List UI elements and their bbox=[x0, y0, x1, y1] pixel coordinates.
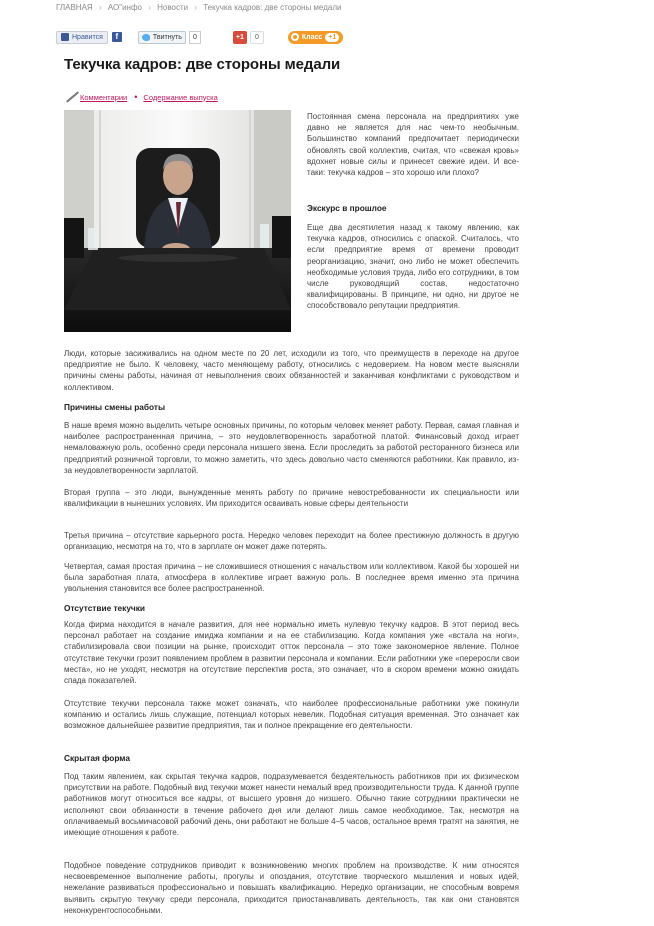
thumbs-up-icon bbox=[61, 33, 69, 41]
breadcrumb bbox=[56, 3, 596, 17]
heading-hidden: Скрытая форма bbox=[64, 753, 130, 763]
heading-reasons: Причины смены работы bbox=[64, 402, 166, 412]
businessman-at-table-illustration bbox=[64, 110, 291, 332]
breadcrumb-home[interactable]: ГЛАВНАЯ bbox=[56, 3, 93, 12]
odnoklassniki-icon bbox=[291, 33, 299, 41]
tweet-button[interactable] bbox=[138, 31, 186, 44]
facebook-like-label: Нравится bbox=[72, 33, 103, 41]
pencil-icon bbox=[64, 91, 78, 103]
facebook-like-button[interactable] bbox=[56, 31, 108, 44]
google-plus-count: 0 bbox=[250, 31, 264, 44]
paragraph-absence-1: Когда фирма находится в начале развития, для нее нормально иметь нулевую текучку кадров. В этот период весь персонал работает на создание имиджа компании и на ее стабилизацию. Когда компания уже «встала на ноги», стабилизировала свои позиции на рынке, происходит отток персонала – это тоже закономерное явление. Полное отсутствие текучки грозит появлением проблем в развитии персонала и компании. Если работники уже «переросли свои места», но не уходят, несмотря на отсутствие перспектив роста, это означает, что в скором времени можно ожидать спада показателей. bbox=[64, 620, 519, 686]
social-share-bar bbox=[56, 29, 343, 45]
breadcrumb-separator: › bbox=[194, 3, 197, 12]
paragraph-hidden-2: Подобное поведение сотрудников приводит к возникновению многих проблем на производстве. К ним относятся несвоевременное выполнение работы, прогулы и опоздания, отсутствие творческого мышления и новых идей, нежелание развиваться профессионально и повышать квалификацию. Нередко организации, не способным вовремя выявить скрытую текучку среди персонала, приходится приостанавливать деятельность, так как они становятся неконкурентоспособными. bbox=[64, 861, 519, 915]
meta-bullet: • bbox=[134, 92, 138, 102]
heading-past: Экскурс в прошлое bbox=[307, 203, 387, 213]
odnoklassniki-count: +1 bbox=[325, 33, 339, 42]
heading-absence: Отсутствие текучки bbox=[64, 603, 146, 613]
issue-contents-link[interactable]: Содержание выпуска bbox=[143, 92, 218, 102]
google-plus-button[interactable] bbox=[233, 31, 264, 44]
comments-link[interactable]: Комментарии bbox=[80, 92, 128, 102]
odnoklassniki-label: Класс bbox=[301, 33, 323, 41]
twitter-bird-icon bbox=[142, 34, 150, 41]
paragraph-past-2: Люди, которые засиживались на одном месте по 20 лет, исходили из того, что преимуществ в переходе на другое предприятие не было. К человеку, часто меняющему работу, относились с недоверием. На новом месте выясняли причины смены работы, начиная от невыполнения своих обязанностей и заканчивая конфликтами с руководством и коллективом. bbox=[64, 349, 519, 392]
paragraph-past-1: Еще два десятилетия назад к такому явлению, как текучка кадров, относились с опаской. Считалось, что если предприятие время от времени проводит реорганизацию, значит, оно либо не может обеспечить необходимые условия труда, либо его сотрудники, в том числе руководящий состав, недостаточно квалифицированы. В принципе, ни одно, ни другое не способствовало репутации предприятия. bbox=[307, 223, 519, 311]
paragraph-reasons-2: Вторая группа – это люди, вынужденные менять работу по причине невостребованности их специальности или квалификации в нынешних условиях. Им приходится осваивать новые сферы деятельности bbox=[64, 488, 519, 509]
page-title: Текучка кадров: две стороны медали bbox=[64, 56, 341, 73]
intro-paragraph: Постоянная смена персонала на предприятиях уже давно не является для нас чем-то необычным. Большинство компаний предпочитает периодически обновлять свой коллектив, считая, что «свежая кровь» вдохнет новые силы и принесет свежие идеи. И все-таки: текучка кадров – это хорошо или плохо? bbox=[307, 112, 519, 178]
paragraph-hidden-1: Под таким явлением, как скрытая текучка кадров, подразумевается бездеятельность работников при их физическом присутствии на работе. Подобный вид текучки может нанести немалый вред производительности труда. К данной группе работников могут относиться все кадры, от высшего уровня до низшего. Обычно такие сотрудники практически не исполняют свои обязанности в течение рабочего дня или делают лишь самое необходимое. Так, несмотря на оплачиваемый восьмичасовой рабочий день, они работают не больше 4–5 часов, остальное время тратят на занятия, не имеющие отношения к работе. bbox=[64, 772, 519, 838]
paragraph-reasons-3: Третья причина – отсутствие карьерного роста. Нередко человек переходит на более престижную должность в другую организацию, несмотря на то, что в зарплате он может даже потерять. bbox=[64, 531, 519, 552]
article-photo bbox=[64, 110, 291, 332]
article-meta bbox=[64, 90, 218, 104]
odnoklassniki-button[interactable] bbox=[288, 31, 343, 44]
facebook-icon[interactable]: f bbox=[112, 32, 122, 42]
breadcrumb-separator: › bbox=[98, 3, 102, 12]
breadcrumb-current: Текучка кадров: две стороны медали bbox=[203, 3, 342, 12]
breadcrumb-section[interactable]: АО"инфо bbox=[107, 3, 142, 12]
breadcrumb-news[interactable]: Новости bbox=[157, 3, 189, 12]
paragraph-absence-2: Отсутствие текучки персонала также может означать, что наиболее профессиональные работники уже покинули компанию и остались лишь служащие, потенциал которых невелик. Подобная ситуация временная. Это означает как возможное дальнейшее развитие предприятия, так и полное прекращение его деятельности. bbox=[64, 699, 519, 731]
google-plus-label: +1 bbox=[233, 31, 247, 44]
tweet-count: 0 bbox=[189, 31, 201, 44]
breadcrumb-separator: › bbox=[148, 3, 151, 12]
tweet-label: Твитнуть bbox=[152, 33, 182, 41]
paragraph-reasons-4: Четвертая, самая простая причина – не сложившиеся отношения с начальством или коллективом. Какой бы хорошей ни была заработная плата, атмосфера в коллективе играет важную роль. В последнее время именно эта причина увольнения становится все более распространенной. bbox=[64, 562, 519, 594]
paragraph-reasons-1: В наше время можно выделить четыре основных причины, по которым человек меняет работу. Первая, самая главная и наиболее распространенная причина, – это неудовлетворенность заработной платой. Финансовый доход играет немаловажную роль, особенно среди персонала низшего звена. Если проследить за работой ресторанного бизнеса или предприятий розничной торговли, то можно заметить, что здесь довольно часто сменяются работники. Как правило, из-за неудовлетворенности зарплатой. bbox=[64, 421, 519, 475]
